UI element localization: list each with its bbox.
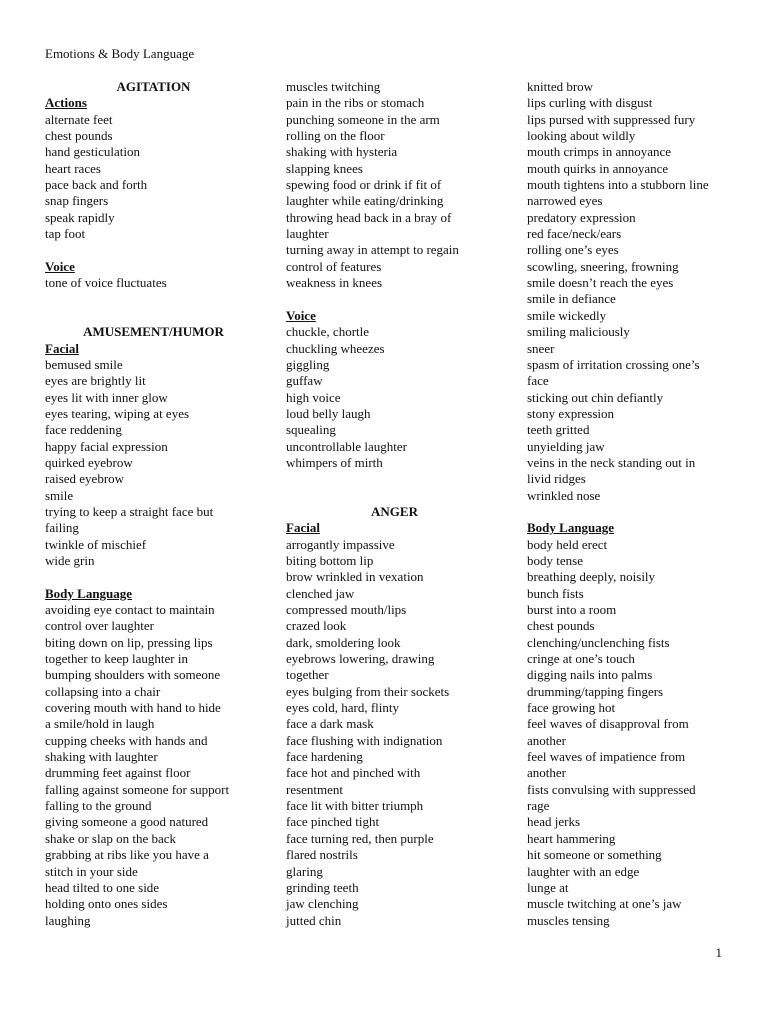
list-item: speak rapidly: [45, 209, 115, 225]
list-item: bemused smile: [45, 356, 123, 372]
list-item: giving someone a good natured: [45, 814, 209, 830]
list-item: bumping shoulders with someone: [45, 667, 221, 683]
blank-line: [45, 291, 270, 307]
list-item: narrowed eyes: [527, 193, 603, 209]
list-item: lips curling with disgust: [527, 95, 653, 111]
list-item: lunge at: [527, 879, 569, 895]
document-title: Emotions & Body Language: [45, 46, 195, 61]
list-item: chuckle, chortle: [286, 324, 370, 340]
list-item: stony expression: [527, 405, 615, 421]
list-item: throwing head back in a bray of: [286, 209, 452, 225]
list-item: compressed mouth/lips: [286, 602, 407, 617]
list-item: twinkle of mischief: [45, 536, 147, 552]
subsection-heading: Body Language: [527, 520, 615, 536]
list-item: raised eyebrow: [45, 471, 125, 487]
page-number: 1: [715, 945, 722, 960]
list-item: tone of voice fluctuates: [45, 275, 167, 291]
list-item: falling against someone for support: [45, 781, 230, 797]
list-item: together to keep laughter in: [45, 651, 188, 667]
blank-line: [45, 569, 270, 585]
list-item: lips pursed with suppressed fury: [527, 111, 696, 127]
list-item: together: [286, 667, 329, 683]
list-item: arrogantly impassive: [286, 536, 395, 552]
list-item: rage: [527, 798, 550, 814]
list-item: teeth gritted: [527, 422, 590, 438]
list-item: digging nails into palms: [527, 667, 653, 683]
subsection-heading: Voice: [286, 307, 316, 323]
list-item: face a dark mask: [286, 716, 374, 732]
list-item: face: [527, 373, 549, 389]
list-item: smile doesn’t reach the eyes: [527, 275, 674, 291]
list-item: jaw clenching: [286, 896, 359, 912]
list-item: trying to keep a straight face but: [45, 503, 214, 519]
list-item: alternate feet: [45, 111, 113, 127]
list-item: laughter: [286, 226, 329, 242]
subsection-heading: Facial: [45, 340, 79, 356]
list-item: another: [527, 765, 566, 781]
list-item: eyes are brightly lit: [45, 373, 146, 389]
list-item: eyes tearing, wiping at eyes: [45, 405, 190, 421]
subsection-heading: Actions: [45, 95, 87, 111]
list-item: muscles tensing: [527, 912, 610, 928]
list-item: collapsing into a chair: [45, 683, 161, 699]
list-item: heart races: [45, 160, 101, 176]
subsection-heading: Body Language: [45, 585, 133, 601]
list-item: slapping knees: [286, 160, 363, 176]
list-item: eyes lit with inner glow: [45, 389, 168, 405]
list-item: rolling on the floor: [286, 128, 385, 144]
list-item: covering mouth with hand to hide: [45, 700, 221, 716]
list-item: feel waves of impatience from: [527, 749, 686, 765]
list-item: pain in the ribs or stomach: [286, 95, 425, 111]
list-item: rolling one’s eyes: [527, 242, 619, 258]
list-item: spewing food or drink if fit of: [286, 177, 442, 193]
list-item: grinding teeth: [286, 879, 359, 895]
list-item: fists convulsing with suppressed: [527, 781, 696, 797]
list-item: hand gesticulation: [45, 144, 140, 160]
list-item: another: [527, 732, 566, 748]
list-item: mouth quirks in annoyance: [527, 160, 669, 176]
list-item: pace back and forth: [45, 177, 148, 193]
blank-line: [286, 488, 511, 504]
list-item: muscle twitching at one’s jaw: [527, 896, 682, 912]
list-item: feel waves of disapproval from: [527, 716, 689, 732]
list-item: wide grin: [45, 552, 95, 568]
list-item: dark, smoldering look: [286, 634, 401, 650]
list-item: giggling: [286, 356, 330, 372]
list-item: weakness in knees: [286, 275, 383, 291]
list-item: cringe at one’s touch: [527, 651, 635, 667]
list-item: shaking with laughter: [45, 749, 158, 765]
list-item: heart hammering: [527, 830, 616, 846]
list-item: breathing deeply, noisily: [527, 569, 656, 585]
list-item: smile wickedly: [527, 307, 607, 323]
list-item: sneer: [527, 340, 555, 356]
list-item: guffaw: [286, 373, 323, 389]
list-item: snap fingers: [45, 193, 109, 209]
list-item: clenching/unclenching fists: [527, 634, 670, 650]
list-item: tap foot: [45, 226, 86, 242]
column-2: [286, 79, 511, 929]
list-item: head tilted to one side: [45, 879, 160, 895]
list-item: bunch fists: [527, 585, 584, 601]
list-item: sticking out chin defiantly: [527, 389, 664, 405]
list-item: smiling maliciously: [527, 324, 630, 340]
list-item: face reddening: [45, 422, 122, 438]
list-item: spasm of irritation crossing one’s: [527, 356, 700, 372]
list-item: a smile/hold in laugh: [45, 716, 155, 732]
list-item: jutted chin: [286, 912, 342, 928]
list-item: brow wrinkled in vexation: [286, 569, 424, 585]
list-item: control over laughter: [45, 618, 155, 634]
list-item: biting bottom lip: [286, 552, 374, 568]
list-item: face lit with bitter triumph: [286, 798, 424, 814]
list-item: quirked eyebrow: [45, 454, 133, 470]
list-item: face pinched tight: [286, 814, 380, 830]
list-item: looking about wildly: [527, 128, 636, 144]
list-item: drumming/tapping fingers: [527, 683, 664, 699]
list-item: uncontrollable laughter: [286, 438, 407, 454]
list-item: squealing: [286, 422, 336, 438]
list-item: smile in defiance: [527, 291, 616, 307]
list-item: laughter while eating/drinking: [286, 193, 444, 209]
list-item: control of features: [286, 258, 382, 274]
subsection-heading: Facial: [286, 520, 320, 536]
list-item: veins in the neck standing out in: [527, 454, 696, 470]
list-item: face turning red, then purple: [286, 830, 434, 846]
list-item: happy facial expression: [45, 438, 168, 454]
list-item: cupping cheeks with hands and: [45, 732, 208, 748]
blank-line: [286, 471, 511, 487]
list-item: shake or slap on the back: [45, 830, 177, 846]
list-item: face hardening: [286, 749, 363, 765]
list-item: resentment: [286, 781, 344, 797]
list-item: shaking with hysteria: [286, 144, 398, 160]
list-item: high voice: [286, 389, 341, 405]
subsection-heading: Voice: [45, 258, 75, 274]
list-item: chest pounds: [45, 128, 113, 144]
list-item: livid ridges: [527, 471, 586, 487]
list-item: body tense: [527, 552, 583, 568]
list-item: falling to the ground: [45, 798, 152, 814]
list-item: predatory expression: [527, 209, 636, 225]
list-item: eyes cold, hard, flinty: [286, 700, 399, 716]
list-item: wrinkled nose: [527, 487, 601, 503]
list-item: head jerks: [527, 814, 581, 830]
list-item: eyebrows lowering, drawing: [286, 651, 435, 667]
list-item: eyes bulging from their sockets: [286, 683, 450, 699]
list-item: face hot and pinched with: [286, 765, 421, 781]
list-item: laughter with an edge: [527, 863, 640, 879]
list-item: flared nostrils: [286, 847, 358, 863]
list-item: punching someone in the arm: [286, 111, 440, 127]
list-item: stitch in your side: [45, 863, 138, 879]
list-item: grabbing at ribs like you have a: [45, 847, 209, 863]
list-item: avoiding eye contact to maintain: [45, 602, 215, 617]
list-item: laughing: [45, 912, 91, 928]
list-item: failing: [45, 520, 79, 536]
list-item: whimpers of mirth: [286, 454, 383, 470]
list-item: scowling, sneering, frowning: [527, 258, 679, 274]
list-item: knitted brow: [527, 79, 594, 94]
list-item: smile: [45, 487, 74, 503]
list-item: chuckling wheezes: [286, 340, 385, 356]
section-title: AGITATION: [116, 79, 191, 94]
list-item: face flushing with indignation: [286, 732, 443, 748]
list-item: holding onto ones sides: [45, 896, 168, 912]
list-item: mouth tightens into a stubborn line: [527, 177, 709, 193]
list-item: muscles twitching: [286, 79, 381, 94]
list-item: hit someone or something: [527, 847, 662, 863]
blank-line: [527, 504, 757, 520]
list-item: chest pounds: [527, 618, 595, 634]
list-item: unyielding jaw: [527, 438, 605, 454]
blank-line: [45, 242, 270, 258]
column-1: [45, 79, 270, 929]
list-item: face growing hot: [527, 700, 616, 716]
list-item: mouth crimps in annoyance: [527, 144, 672, 160]
list-item: loud belly laugh: [286, 405, 371, 421]
column-3: [527, 79, 757, 929]
section-title: ANGER: [371, 503, 418, 519]
list-item: burst into a room: [527, 602, 617, 617]
list-item: glaring: [286, 863, 323, 879]
section-title: AMUSEMENT/HUMOR: [83, 324, 224, 340]
blank-line: [45, 308, 270, 324]
list-item: body held erect: [527, 536, 608, 552]
list-item: biting down on lip, pressing lips: [45, 634, 213, 650]
list-item: crazed look: [286, 618, 347, 634]
list-item: clenched jaw: [286, 585, 355, 601]
blank-line: [286, 291, 511, 307]
list-item: drumming feet against floor: [45, 765, 191, 781]
list-item: turning away in attempt to regain: [286, 242, 459, 258]
list-item: red face/neck/ears: [527, 226, 622, 242]
